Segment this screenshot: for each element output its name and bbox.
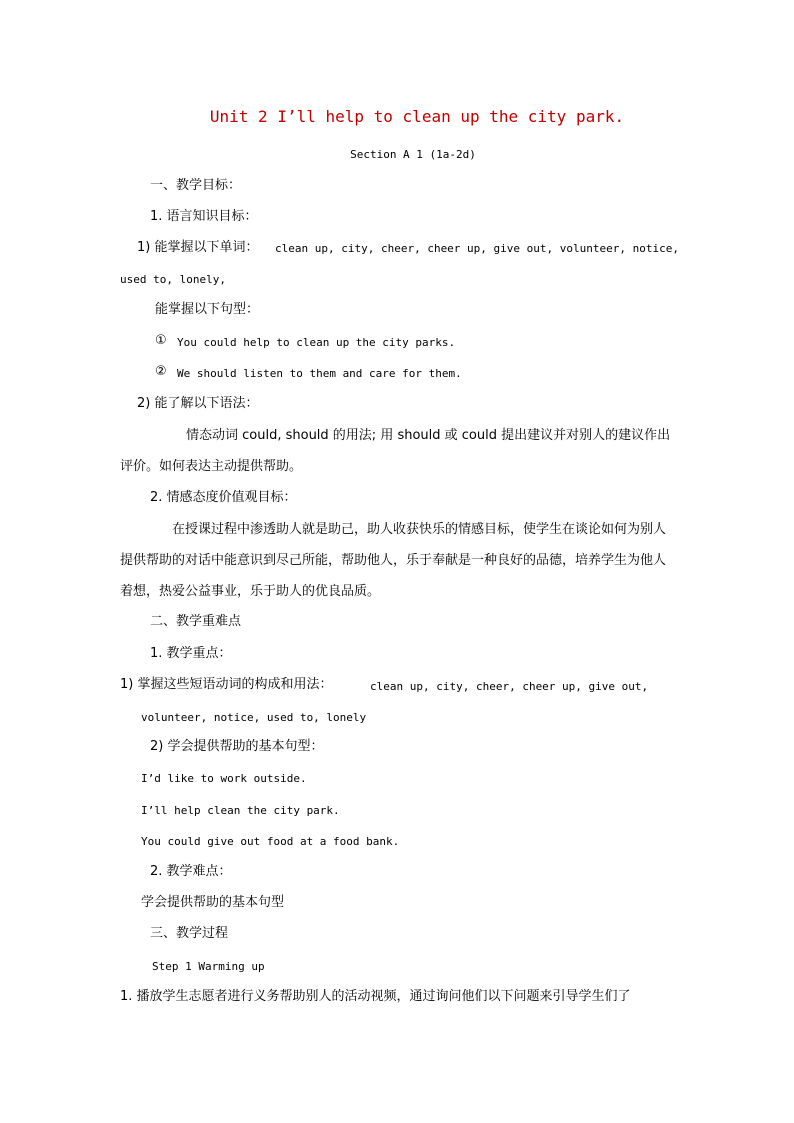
subheading-difficulty: 2. 教学难点： — [150, 864, 232, 879]
sentence-1: You could help to clean up the city parks. — [177, 336, 456, 349]
difficulty-text: 学会提供帮助的基本句型 — [141, 895, 285, 910]
grammar-text: 情态动词 could, should 的用法; 用 should 或 could 提出建议并对别人的建议作出评价。如何表达主动提供帮助。 — [120, 428, 671, 474]
heading-key-points: 二、教学重难点 — [150, 614, 242, 629]
subheading-emotion-goals: 2. 情感态度价值观目标： — [150, 490, 297, 505]
heading-teaching-process: 三、教学过程 — [150, 926, 229, 941]
key-phrases-intro: 1) 掌握这些短语动词的构成和用法： — [120, 677, 333, 692]
example-sentence-2: I’ll help clean the city park. — [141, 804, 340, 817]
sentence-1-marker: ① — [155, 333, 167, 348]
key-sentences-intro: 2) 学会提供帮助的基本句型： — [150, 739, 324, 754]
heading-teaching-goals: 一、教学目标： — [150, 178, 242, 193]
sentence-2: We should listen to them and care for them. — [177, 367, 462, 380]
subheading-language-goals: 1. 语言知识目标： — [150, 209, 258, 224]
example-sentence-3: You could give out food at a food bank. — [141, 835, 400, 848]
key-phrases: clean up, city, cheer, cheer up, give out, — [370, 680, 649, 693]
grammar-intro: 2) 能了解以下语法： — [137, 396, 259, 411]
step-1-title: Step 1 Warming up — [152, 960, 265, 973]
key-phrases-cont: volunteer, notice, used to, lonely — [141, 711, 367, 724]
document-subtitle: Section A 1 (1a-2d) — [350, 148, 476, 161]
vocab-words: clean up, city, cheer, cheer up, give out, volunteer, notice, — [275, 242, 679, 255]
subheading-key-point: 1. 教学重点： — [150, 646, 232, 661]
sentence-2-marker: ② — [155, 364, 167, 379]
step-1-item-1: 1. 播放学生志愿者进行义务帮助别人的活动视频，通过询问他们以下问题来引导学生们了 — [120, 989, 631, 1004]
example-sentence-1: I’d like to work outside. — [141, 772, 307, 785]
vocab-words-cont: used to, lonely, — [120, 273, 226, 286]
document-title: Unit 2 I’ll help to clean up the city park. — [209, 107, 625, 126]
vocab-intro: 1) 能掌握以下单词： — [137, 240, 259, 255]
sentences-intro: 能掌握以下句型： — [155, 302, 260, 317]
emotion-text: 在授课过程中渗透助人就是助己，助人收获快乐的情感目标，使学生在谈论如何为别人提供帮助的对话中能意识到尽己所能，帮助他人，乐于奉献是一种良好的品德，培养学生为他人着想，热爱公益事业，乐于助人的优良品质。 — [120, 522, 667, 599]
